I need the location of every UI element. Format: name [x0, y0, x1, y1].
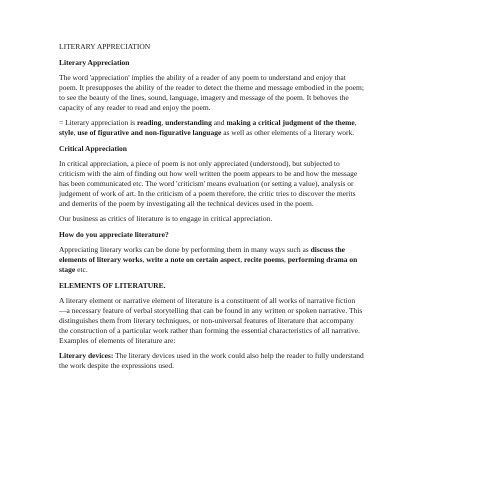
paragraph-appreciating-works — [59, 245, 364, 275]
bold-run: discuss the elements of literary works — [59, 245, 345, 265]
text-run: and — [211, 118, 227, 128]
heading-elements-of-literature: ELEMENTS OF LITERATURE. — [59, 280, 166, 290]
text-run: , — [161, 118, 166, 128]
bold-run: performing drama on stage — [59, 255, 358, 275]
bold-run: making a critical judgment of the theme — [226, 118, 355, 128]
text-run: as well as other elements of a literary work. — [221, 128, 355, 138]
bold-run: reading — [136, 118, 162, 128]
text-run: , — [142, 255, 147, 265]
bold-run: style — [59, 128, 74, 138]
paragraph-literary-appreciation-summary — [59, 118, 364, 138]
paragraph-critical-appreciation: In critical appreciation, a piece of poem is not only appreciated (understood), but subjected to criticism with the aim of finding out how well written the poem appears to be and how the message has been communicated etc. The word 'criticism' means evaluation (or setting a value), analysis or judgement of work of art. In the criticism of a poem therefore, the critic tries to discover the merits and demerits of the poem by investigating all the technical devices used in the poem. — [59, 159, 358, 208]
bold-run: recite poems — [243, 255, 285, 265]
paragraph-appreciation-definition: The word 'appreciation' implies the ability of a reader of any poem to understand and enjoy that poem. It presupposes the ability of the reader to detect the theme and message embodied in the poem; to see the beauty of the lines, sound, language, imagery and message of the poem. It behoves the capacity of any reader to read and enjoy the poem. — [59, 73, 364, 112]
heading-literary-appreciation: Literary Appreciation — [59, 57, 130, 67]
text-run: etc. — [75, 265, 88, 275]
paragraph-literary-element: A literary element or narrative element of literature is a constituent of all works of narrative fiction —a necessary feature of verbal storytelling that can be found in any written or spoken narrative. This distinguishes them from literary techniques, or non-universal features of literature that accompany the construction of a particular work rather than forming the essential characteristics of all narrative. Examples of elements of literature are: — [59, 296, 363, 345]
bold-run: Literary devices: — [59, 351, 114, 361]
text-run: Appreciating literary works can be done by performing them in many ways such as — [59, 245, 311, 255]
text-run: , — [240, 255, 244, 265]
heading-how-to-appreciate: How do you appreciate literature? — [59, 229, 169, 239]
bold-run: write a note on certain aspect — [146, 255, 241, 265]
paragraph-critics-business: Our business as critics of literature is to engage in critical appreciation. — [59, 214, 273, 224]
heading-critical-appreciation: Critical Appreciation — [59, 143, 127, 153]
text-run: , — [354, 118, 357, 128]
paragraph-literary-devices — [59, 351, 364, 371]
document-body — [59, 42, 364, 377]
bold-run: use of figurative and non-figurative language — [77, 128, 222, 138]
document-title: LITERARY APPRECIATION — [59, 42, 151, 51]
bold-run: understanding — [165, 118, 212, 128]
text-run: = Literary appreciation is — [59, 118, 137, 128]
text-run: The literary devices used in the work could also help the reader to fully understand the work despite the expressions used. — [59, 351, 364, 371]
text-run: , — [73, 128, 78, 138]
text-run: , — [284, 255, 288, 265]
